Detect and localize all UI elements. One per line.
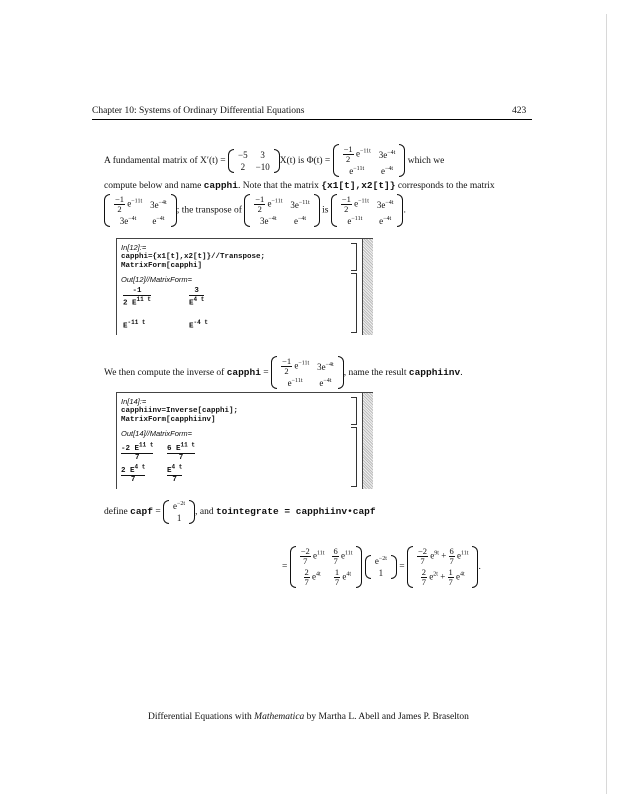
inv-cell-12: 6 $E^{11 t}$ 7 <box>167 441 195 462</box>
para4-end: . <box>460 367 463 378</box>
code-line-1: capphi={x1[t],x2[t]}//Transpose; <box>121 253 266 261</box>
para5-text-a: define <box>104 507 131 518</box>
para2-text-b: . Note that the matrix <box>237 181 322 191</box>
capphiinv-code: capphiinv <box>408 366 461 378</box>
notebook-cell-in14[interactable] <box>116 392 373 489</box>
para-compute-capphi <box>104 180 495 191</box>
inv-cell-11: -2 $E^{11 t}$ 7 <box>121 441 154 462</box>
para-transpose <box>104 194 406 227</box>
code-line-4: MatrixForm[capphiinv] <box>121 416 216 424</box>
para5-text-b: , and <box>195 507 216 518</box>
header-rule <box>92 119 532 120</box>
phi-eq: X(t) is Φ(t) = <box>279 155 331 166</box>
para4-eq: = <box>260 367 269 378</box>
in-label: In[12]:= <box>121 243 147 252</box>
input-cell-bracket-2[interactable] <box>351 397 357 425</box>
product-equation: = $\frac{-2}{7}$ $e^{11t}$ $\frac{6}{7}$ $e^{11t}$ $\frac{2}{7}$ $e^{4t}$ $\frac{1}{7}$ $e^{4t}$ $e^{-2t}$ 1 = $\frac{-2}{7}$ $e^{9t}$ + $\frac{6}{7}$ $e^{11t}$ $\frac{2}{7}$ $e^{2t}$ + $\frac{1}{7}$ $e^{4t}$ . <box>282 546 481 587</box>
inv-cell-21: 2 $E^{4 t}$ 7 <box>121 463 146 484</box>
xprime-eq: X′(t) = <box>200 155 226 166</box>
capphi-matrix: $\frac{-1}{2}$ $e^{-11t}$ $3e^{-4t}$ $e^{-11t}$ $e^{-4t}$ <box>271 356 344 389</box>
para4-text-b: , name the result <box>343 367 409 378</box>
tointegrate-code: tointegrate = capphiinv•capf <box>215 506 376 518</box>
para-fundamental-matrix <box>104 134 445 176</box>
output-cell-bracket[interactable] <box>351 273 357 333</box>
x1x2-code: {x1[t],x2[t]} <box>321 180 396 191</box>
page-edge-rule <box>606 14 607 794</box>
out-cell-11: -1 2 $E^{11 t}$ <box>123 287 151 308</box>
para1-tail: which we <box>407 155 445 166</box>
out-cell-12: 3 $E^{4 t}$ <box>189 287 205 308</box>
transpose-text: ; the transpose of <box>176 205 242 216</box>
period: . <box>403 205 406 216</box>
capf-matrix: $e^{-2t}$ 1 <box>163 500 195 524</box>
out-cell-21: $E^{-11 t}$ <box>123 319 146 331</box>
code-line-3: capphiinv=Inverse[capphi]; <box>121 407 239 415</box>
coef-matrix: −5 3 2 −10 <box>228 149 280 173</box>
inverse-matrix: $\frac{-2}{7}$ $e^{11t}$ $\frac{6}{7}$ $e^{11t}$ $\frac{2}{7}$ $e^{4t}$ $\frac{1}{7}$ $e^{4t}$ <box>290 546 363 588</box>
matrix-x1x2: $\frac{-1}{2}$ $e^{-11t}$ $3e^{-4t}$ $3e^{-4t}$ $e^{-4t}$ <box>104 194 177 227</box>
out-label-2: Out[14]//MatrixForm= <box>121 429 193 438</box>
para4-text-a: We then compute the inverse of <box>104 367 227 378</box>
footer-mathematica: Mathematica <box>254 712 305 722</box>
capphi-code-2: capphi <box>226 366 261 378</box>
para-inverse <box>104 346 463 388</box>
para5-eq: = <box>152 507 161 518</box>
inv-cell-22: $E^{4 t}$ 7 <box>167 463 183 484</box>
matrix-transpose-result: $\frac{-1}{2}$ $e^{-11t}$ $3e^{-4t}$ $e^{-11t}$ $e^{-4t}$ <box>331 194 404 227</box>
is-text: is <box>322 205 329 216</box>
in-label-2: In[14]:= <box>121 397 147 406</box>
phi-matrix: $\frac{-1}{2}$ $e^{-11t}$ $3e^{-4t}$ $e^{-11t}$ $e^{-4t}$ <box>333 144 406 177</box>
capphi-code: capphi <box>203 180 238 191</box>
result-vector: $\frac{-2}{7}$ $e^{9t}$ + $\frac{6}{7}$ $e^{11t}$ $\frac{2}{7}$ $e^{2t}$ + $\frac{1}{7}$ $e^{4t}$ <box>407 546 479 588</box>
forcing-vector: $e^{-2t}$ 1 <box>365 555 397 579</box>
chapter-header: Chapter 10: Systems of Ordinary Differential Equations <box>92 106 305 116</box>
input-cell-bracket[interactable] <box>351 243 357 271</box>
capf-code: capf <box>130 506 153 518</box>
notebook-cell-in12[interactable] <box>116 238 373 335</box>
footer <box>148 712 469 722</box>
output-cell-bracket-2[interactable] <box>351 427 357 487</box>
matrix-transpose-source: $\frac{-1}{2}$ $e^{-11t}$ $3e^{-11t}$ $3e^{-4t}$ $e^{-4t}$ <box>244 194 319 227</box>
notebook-scrollbar-2[interactable] <box>362 393 373 489</box>
out-label: Out[12]//MatrixForm= <box>121 275 193 284</box>
para2-text-a: compute below and name <box>104 181 204 191</box>
footer-text-a: Differential Equations with <box>148 712 255 722</box>
page-number: 423 <box>512 106 527 116</box>
para2-text-c: corresponds to the matrix <box>395 181 495 191</box>
para-define-capf <box>104 492 376 523</box>
notebook-scrollbar[interactable] <box>362 239 373 335</box>
para1-lead: A fundamental matrix of <box>104 155 201 166</box>
out-cell-22: $E^{-4 t}$ <box>189 319 208 331</box>
code-line-2: MatrixForm[capphi] <box>121 262 203 270</box>
footer-text-b: by Martha L. Abell and James P. Braselton <box>304 712 469 722</box>
